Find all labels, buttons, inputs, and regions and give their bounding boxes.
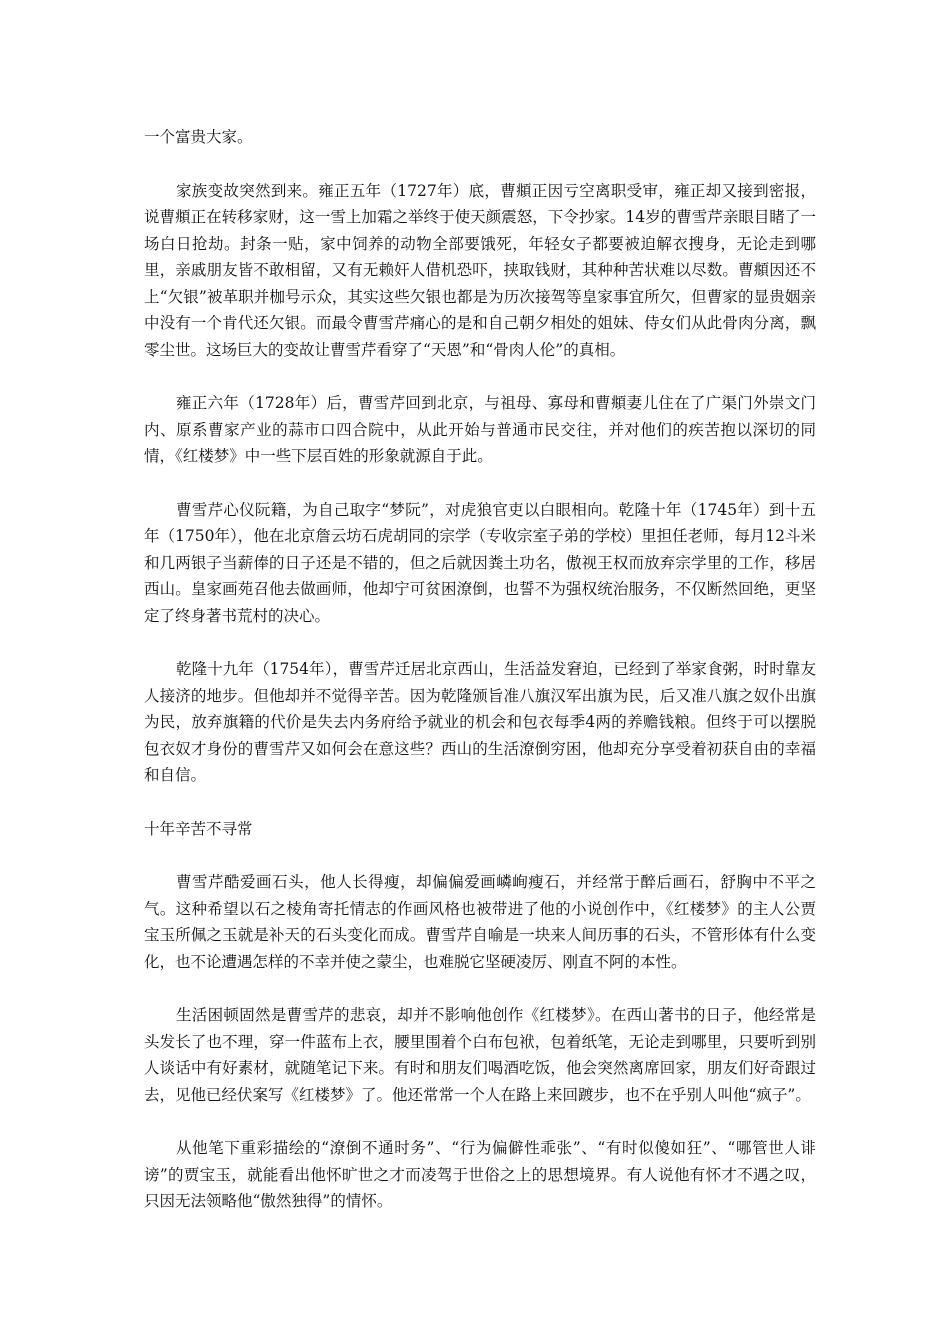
paragraph-body: 曹雪芹心仪阮籍，为自己取字“梦阮”，对虎狼官吏以白眼相向。乾隆十年（1745年）到十五年（1750年），他在北京詹云坊石虎胡同的宗学（专收宗室子弟的学校）里担任老师，每月12斗米和几两银子当薪俸的日子还是不错的，但之后就因粪土功名，傲视王权而放弃宗学里的工作，移居西山。皇家画苑召他去做画师，他却宁可贫困潦倒，也誓不为强权统治服务，不仅断然回绝，更坚定了终身著书荒村的决心。	[144, 500, 816, 625]
section-heading: 十年辛苦不寻常	[144, 819, 253, 838]
paragraph-body: 雍正六年（1728年）后，曹雪芹回到北京，与祖母、寡母和曹頫妻儿住在了广渠门外崇文门内、原系曹家产业的蒜市口四合院中，从此开始与普通市民交往，并对他们的疾苦抱以深切的同情，《红楼梦》中一些下层百姓的形象就源自于此。	[144, 394, 816, 465]
paragraph-body: 乾隆十九年（1754年），曹雪芹迁居北京西山，生活益发窘迫，已经到了举家食粥，时时靠友人接济的地步。但他却并不觉得辛苦。因为乾隆颁旨准八旗汉军出旗为民，后又准八旗之奴仆出旗为民，放弃旗籍的代价是失去内务府给予就业的机会和包衣每季4两的养赡钱粮。但终于可以摆脱包衣奴才身份的曹雪芹又如何会在意这些？西山的生活潦倒穷困，他却充分享受着初获自由的幸福和自信。	[144, 660, 816, 784]
document-page	[144, 124, 816, 1242]
paragraph-heading: 一个富贵大家。	[144, 128, 253, 146]
paragraph-body: 生活困顿固然是曹雪芹的悲哀，却并不影响他创作《红楼梦》。在西山著书的日子，他经常是头发长了也不理，穿一件蓝布上衣，腰里围着个白布包袱，包着纸笔，无论走到哪里，只要听到别人谈话中有好素材，就随笔记下来。有时和朋友们喝酒吃饭，他会突然离席回家，朋友们好奇跟过去，见他已经伏案写《红楼梦》了。他还常常一个人在路上来回踱步，也不在乎别人叫他“疯子”。	[144, 1006, 816, 1104]
paragraph-body: 曹雪芹酷爱画石头，他人长得瘦，却偏偏爱画嶙峋瘦石，并经常于醉后画石，舒胸中不平之气。这种希望以石之棱角寄托情志的作画风格也被带进了他的小说创作中，《红楼梦》的主人公贾宝玉所佩之玉就是补天的石头变化而成。曹雪芹自喻是一块来人间历事的石头，不管形体有什么变化，也不论遭遇怎样的不幸并使之蒙尘，也难脱它坚硬凌厉、刚直不阿的本性。	[144, 873, 816, 971]
paragraph-body: 家族变故突然到来。雍正五年（1727年）底，曹頫正因亏空离职受审，雍正却又接到密报，说曹頫正在转移家财，这一雪上加霜之举终于使天颜震怒，下令抄家。14岁的曹雪芹亲眼目睹了一场白日抢劫。封条一贴，家中饲养的动物全部要饿死，年轻女子都要被迫解衣搜身，无论走到哪里，亲戚朋友皆不敢相留，又有无赖奸人借机恐吓，挟取钱财，其种种苦状难以尽数。曹頫因还不上“欠银”被革职并枷号示众，其实这些欠银也都是为历次接驾等皇家事宜所欠，但曹家的显贵姻亲中没有一个肯代还欠银。而最令曹雪芹痛心的是和自己朝夕相处的姐妹、侍女们从此骨肉分离，飘零尘世。这场巨大的变故让曹雪芹看穿了“天恩”和“骨肉人伦”的真相。	[144, 181, 816, 359]
paragraph-body: 从他笔下重彩描绘的“潦倒不通时务”、“行为偏僻性乖张”、“有时似傻如狂”、“哪管世人诽谤”的贾宝玉，就能看出他怀旷世之才而凌驾于世俗之上的思想境界。有人说他有怀才不遇之叹，只因无法领略他“傲然独得”的情怀。	[144, 1139, 816, 1210]
